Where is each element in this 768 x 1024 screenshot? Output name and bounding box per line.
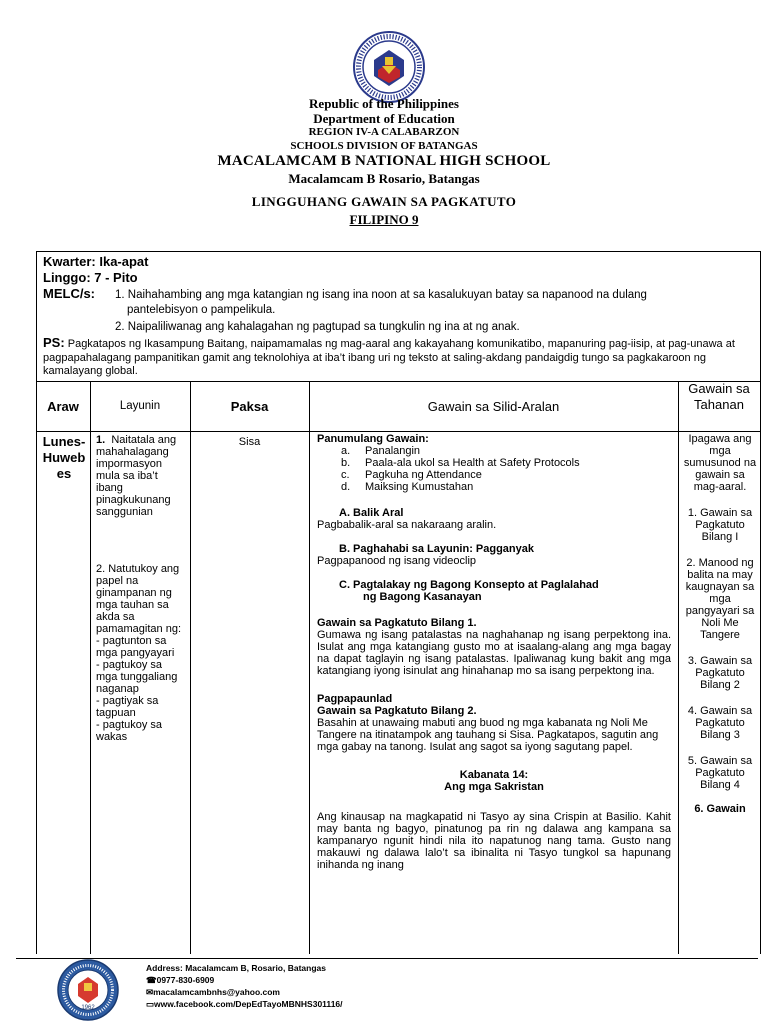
melc-item-1: 1. Naihahambing ang mga katangian ng isang ina noon at sa kasalukuyan batay sa napanood na dulang [115, 289, 647, 301]
melc-item-2: 2. Naipaliliwanag ang kahalagahan ng pagtupad sa tungkulin ng ina at ng anak. [115, 321, 520, 333]
header-address: Macalamcam B Rosario, Batangas [288, 171, 480, 186]
header-division: SCHOOLS DIVISION OF BATANGAS [290, 140, 478, 152]
melc-label: MELC/s: [43, 286, 95, 301]
header-school: MACALAMCAM B NATIONAL HIGH SCHOOL [217, 153, 551, 169]
phone-icon: ☎ [146, 975, 157, 985]
kabanata-title: Ang mga Sakristan [444, 781, 544, 793]
footer-email: ✉macalamcambnhs@yahoo.com [146, 987, 280, 997]
pagtalakay-title-cont: ng Bagong Kasanayan [363, 591, 482, 603]
balik-aral-title: A. Balik Aral [339, 507, 404, 519]
panimula-title: Panumulang Gawain: [317, 433, 429, 445]
footer-address: Address: Macalamcam B, Rosario, Batangas [146, 963, 326, 973]
paghahabi-title: B. Paghahabi sa Layunin: Pagganyak [339, 543, 534, 555]
layunin-2: 2. Natutukoy ang papel na ginampanan ng mga tauhan sa akda sa pamamagitan ng: - pagtunton sa mga pangyayari - pagtukoy sa mga tunggaliang naganap - pagtiyak sa tagpuan - pagtukoy sa wakas [96, 563, 186, 743]
tahanan-intro: Ipagawa ang mga sumusunod na gawain sa mag-aaral. [683, 433, 757, 493]
paksa-cell: Sisa [238, 436, 261, 448]
gawain-content [317, 433, 671, 871]
paghahabi-text: Pagpapanood ng isang videoclip [317, 555, 477, 567]
footer-phone: ☎0977-830-6909 [146, 975, 215, 985]
tahanan-item-6: 6. Gawain [694, 803, 746, 815]
header-paksa: Paksa [230, 399, 269, 414]
header-department: Department of Education [313, 111, 455, 126]
header-araw: Araw [47, 399, 79, 414]
computer-icon: ▭ [146, 999, 155, 1009]
tahanan-item-4: 4. Gawain sa Pagkatuto Bilang 3 [687, 705, 753, 741]
school-seal-icon [56, 958, 120, 1022]
ps-text: PS: Pagkatapos ng Ikasampung Baitang, naipamamalas ng mag-aaral ang kakayahang komunikatibo, mapanuring pag-iisip, at pag-unawa at pagpapahalagang pampanitikan gamit ang teknolohiya at iba’t ibang uri ng teksto at saling-akdang pandaigdig tungo sa pagkakaroon ng kamalayang global. [43, 335, 735, 377]
document-subject: FILIPINO 9 [349, 212, 419, 227]
ps-label: PS: [43, 335, 65, 350]
kwarter-label: Kwarter: Ika-apat [43, 254, 149, 269]
kabanata-number: Kabanata 14: [459, 769, 529, 781]
header-region: REGION IV-A CALABARZON [308, 126, 460, 138]
balik-aral-text: Pagbabalik-aral sa nakaraang aralin. [317, 519, 497, 531]
header-gawain: Gawain sa Silid-Aralan [427, 399, 560, 414]
panimula-list: a. Panalangin b. Paala-ala ukol sa Health at Safety Protocols c. Pagkuha ng Attendance d. Maiksing Kumustahan [341, 445, 580, 493]
pagtalakay-title: C. Pagtalakay ng Bagong Konsepto at Paglalahad [339, 579, 599, 591]
header-layunin: Layunin [119, 400, 161, 412]
document-title: LINGGUHANG GAWAIN SA PAGKATUTO [251, 194, 517, 209]
kabanata-text: Ang kinausap na magkapatid ni Tasyo ay sina Crispin at Basilio. Kahit may banta ng bagyo, pinatunog pa rin ng dalawa ang kampana sa kampanaryo ngunit hindi nila ito napatunog nang tama. Gusto nang makauwi ng dalawa lalo’t sa ibinalita ni Tasyo tungkol sa hapunang inihanda ng inang [317, 811, 671, 871]
gawain2-text: Basahin at unawaing mabuti ang buod ng mga kabanata ng Noli Me Tangere na itinatampok ang tauhang si Sisa. Pagkatapos, sagutin ang mga gabay na tanong. Isulat ang sagot sa iyong sagutang papel. [317, 717, 659, 753]
tahanan-item-2: 2. Manood ng balita na may kaugnayan sa mga pangyayari sa Noli Me Tangere [685, 557, 755, 641]
linggo-label: Linggo: 7 - Pito [43, 270, 138, 285]
gawain1-text: Gumawa ng isang patalastas na naghahanap ng isang perpektong ina. Isulat ang mga katangiang gusto mo at isaalang-alang ang mga bagay na dapat taglayin ng isang patalastas. Ipaliwanag kung bakit ang mga katangiang iyong isinulat ang hinahanap mo sa isang perpektong ina. [317, 629, 671, 677]
layunin-2-list: - pagtunton sa mga pangyayari - pagtukoy sa mga tunggaliang naganap - pagtiyak sa tagpuan - pagtukoy sa wakas [96, 635, 178, 743]
pagpapaunlad-label: Pagpapaunlad [317, 693, 393, 705]
footer-divider [16, 958, 758, 959]
tahanan-item-3: 3. Gawain sa Pagkatuto Bilang 2 [687, 655, 753, 691]
header-republic: Republic of the Philippines [309, 96, 459, 111]
lesson-table [36, 381, 761, 954]
araw-cell: Lunes-Huwebes [42, 434, 86, 481]
layunin-1: 1. Naitatala ang mahahalagang impormasyon mula sa iba’t ibang pinagkukunang sanggunian [96, 434, 177, 518]
tahanan-item-1: 1. Gawain sa Pagkatuto Bilang I [687, 507, 753, 543]
gawain1-title: Gawain sa Pagkatuto Bilang 1. [317, 617, 477, 629]
header-tahanan: Gawain sa Tahanan [688, 381, 750, 412]
melc-item-1-cont: pantelebisyon o pampelikula. [127, 304, 276, 316]
deped-seal-icon [352, 30, 426, 104]
svg-text:1962: 1962 [81, 1005, 95, 1011]
tahanan-content [682, 433, 758, 815]
tahanan-item-5: 5. Gawain sa Pagkatuto Bilang 4 [687, 755, 753, 791]
gawain2-title: Gawain sa Pagkatuto Bilang 2. [317, 705, 477, 717]
info-box [36, 251, 761, 382]
footer-facebook[interactable]: ▭www.facebook.com/DepEdTayoMBNHS301116/ [146, 999, 343, 1009]
email-icon: ✉ [146, 987, 154, 997]
